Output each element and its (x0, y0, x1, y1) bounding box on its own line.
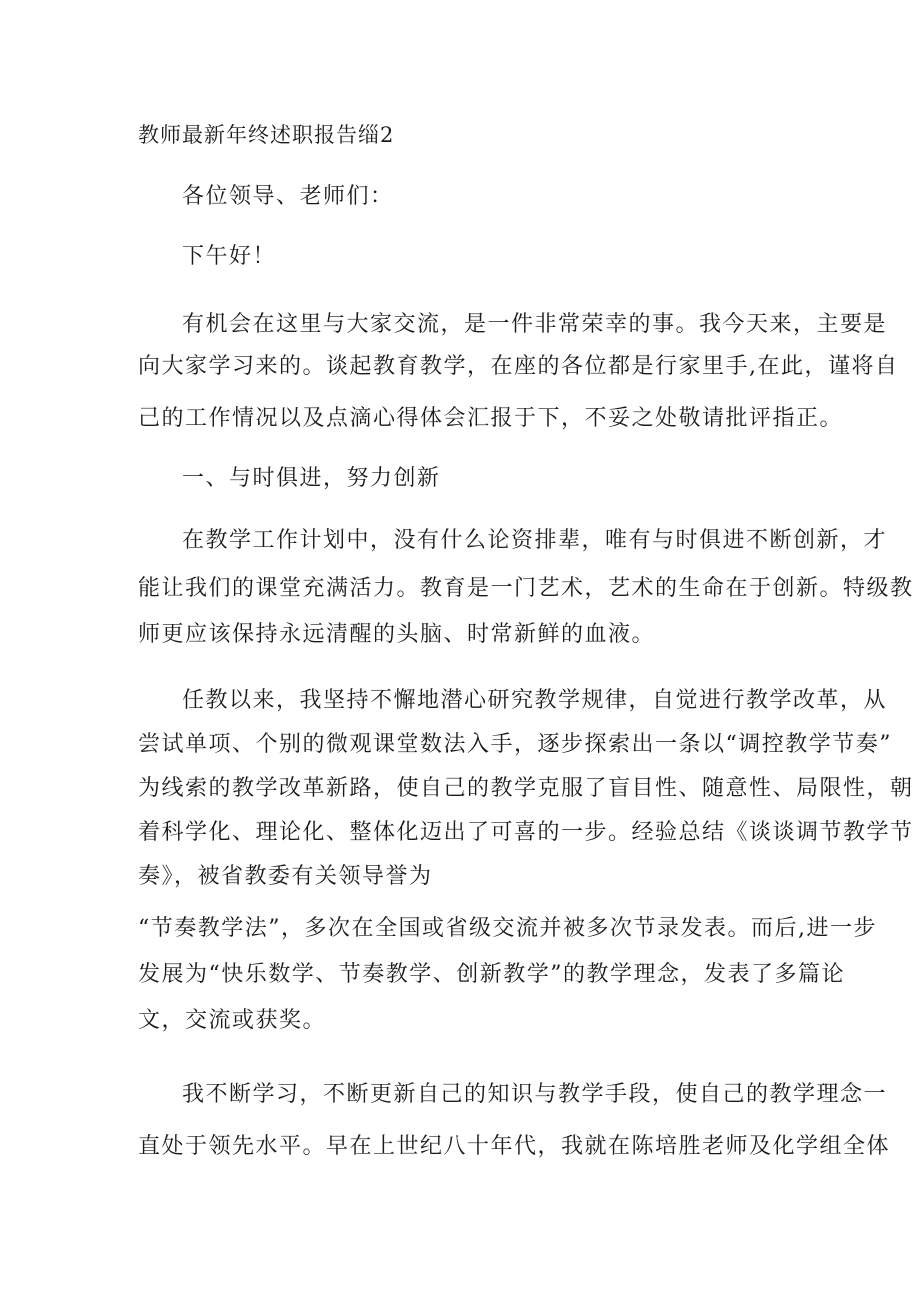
paragraph-line: 己的工作情况以及点滴心得体会汇报于下，不妥之处敬请批评指正。 (138, 406, 844, 431)
paragraph-line: 文，交流或获奖。 (138, 1008, 327, 1033)
paragraph-line: 我不断学习，不断更新自己的知识与教学手段，使自己的教学理念一 (182, 1082, 888, 1107)
paragraph-line: 在教学工作计划中，没有什么论资排辈，唯有与时俱进不断创新，才 (182, 528, 888, 553)
paragraph-line: 尝试单项、个别的微观课堂数法入手，逐步探索出一条以“调控教学节奏” (138, 732, 892, 757)
paragraph-line: 直处于领先水平。早在上世纪八十年代，我就在陈培胜老师及化学组全体 (138, 1134, 891, 1159)
greeting: 下午好！ (182, 244, 277, 269)
salutation: 各位领导、老师们： (182, 184, 394, 209)
paragraph-line: 着科学化、理论化、整体化迈出了可喜的一步。经验总结《谈谈调节教学节 (138, 820, 914, 845)
paragraph-line: 有机会在这里与大家交流，是一件非常荣幸的事。我今天来，主要是 (182, 312, 888, 337)
paragraph-line: 为线索的教学改革新路，使自己的教学克服了盲目性、随意性、局限性，朝 (138, 776, 914, 801)
paragraph-line: 能让我们的课堂充满活力。教育是一门艺术，艺术的生命在于创新。特级教 (138, 576, 914, 601)
paragraph-line: 奏》，被省教委有关领导誉为 (138, 864, 433, 889)
paragraph-line: 向大家学习来的。谈起教育教学，在座的各位都是行家里手,在此，谨将自 (138, 354, 899, 379)
document-title: 教师最新年终述职报告缁2 (138, 123, 395, 147)
paragraph-line: 任教以来，我坚持不懈地潜心研究教学规律，自觉进行教学改革，从 (182, 688, 888, 713)
paragraph-line: 师更应该保持永远清醒的头脑、时常新鲜的血液。 (138, 622, 656, 647)
section-heading: 一、与时俱进，努力创新 (182, 466, 441, 491)
paragraph-line: 发展为“快乐数学、节奏教学、创新教学”的教学理念，发表了多篇论 (138, 962, 845, 987)
paragraph-line: “节奏教学法”，多次在全国或省级交流并被多次节录发表。而后,进一步 (138, 916, 877, 941)
